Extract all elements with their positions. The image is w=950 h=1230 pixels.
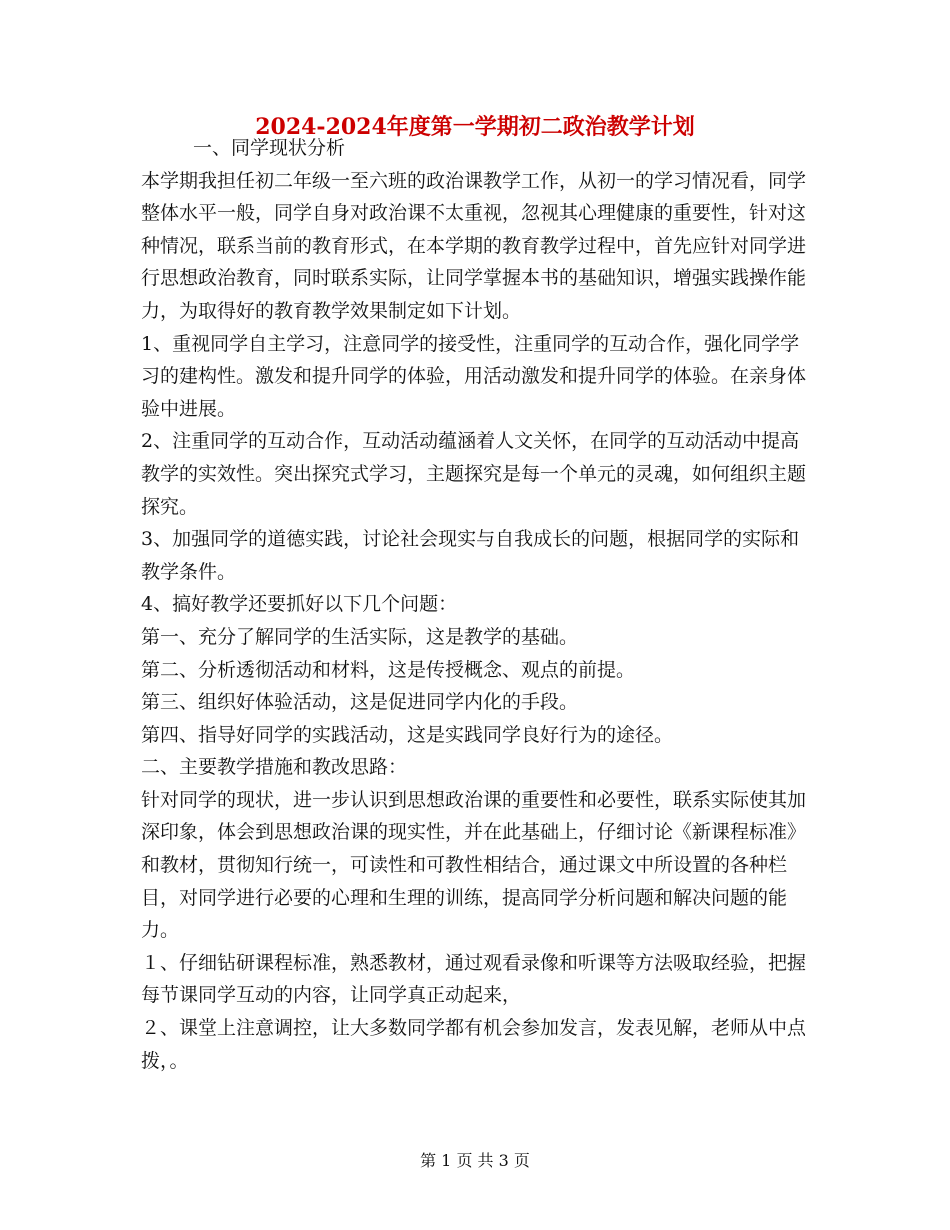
section-heading-measures: 二、主要教学措施和教改思路： xyxy=(141,756,408,779)
paragraph-measures: 针对同学的现状，进一步认识到思想政治课的重要性和必要性，联系实际使其加深印象，体会到思想政治课的现实性，并在此基础上，仔细讨论《新课程标准》和教材，贯彻知行统一，可读性和可教性相结合，通过课文中所设置的各种栏目，对同学进行必要的心理和生理的训练，提高同学分析问题和解决问题的能力。 xyxy=(141,788,807,942)
paragraph-measure-2: ２、课堂上注意调控，让大多数同学都有机会参加发言，发表见解，老师从中点拨，。 xyxy=(141,1017,807,1072)
page-title: 2024-2024年度第一学期初二政治教学计划 xyxy=(255,114,695,140)
section-heading-student-analysis: 一、同学现状分析 xyxy=(193,137,346,159)
paragraph-measure-1: １、仔细钻研课程标准，熟悉教材，通过观看录像和听课等方法吸取经验，把握每节课同学互动的内容，让同学真正动起来， xyxy=(141,951,807,1007)
list-item-first: 第一、充分了解同学的生活实际，这是教学的基础。 xyxy=(141,625,579,648)
document-body xyxy=(141,132,811,1077)
page-footer: 第 1 页 共 3 页 xyxy=(420,1151,530,1170)
list-item-fourth: 第四、指导好同学的实践活动，这是实践同学良好行为的途径。 xyxy=(141,723,674,746)
paragraph-point-2: 2、注重同学的互动合作，互动活动蕴涵着人文关怀，在同学的互动活动中提高教学的实效性。突出探究式学习，主题探究是每一个单元的灵魂，如何组织主题探究。 xyxy=(141,430,807,518)
paragraph-intro: 本学期我担任初二年级一至六班的政治课教学工作，从初一的学习情况看，同学整体水平一般，同学自身对政治课不太重视，忽视其心理健康的重要性，针对这种情况，联系当前的教育形式，在本学期的教育教学过程中，首先应针对同学进行思想政治教育，同时联系实际，让同学掌握本书的基础知识，增强实践操作能力，为取得好的教育教学效果制定如下计划。 xyxy=(141,169,807,322)
list-item-second: 第二、分析透彻活动和材料，这是传授概念、观点的前提。 xyxy=(141,658,636,681)
paragraph-point-1: 1、重视同学自主学习，注意同学的接受性，注重同学的互动合作，强化同学学习的建构性。激发和提升同学的体验，用活动激发和提升同学的体验。在亲身体验中进展。 xyxy=(141,332,807,420)
paragraph-point-3: 3、加强同学的道德实践，讨论社会现实与自我成长的问题，根据同学的实际和教学条件。 xyxy=(141,528,800,583)
paragraph-point-4: 4、搞好教学还要抓好以下几个问题： xyxy=(141,593,458,616)
list-item-third: 第三、组织好体验活动，这是促进同学内化的手段。 xyxy=(141,691,579,714)
